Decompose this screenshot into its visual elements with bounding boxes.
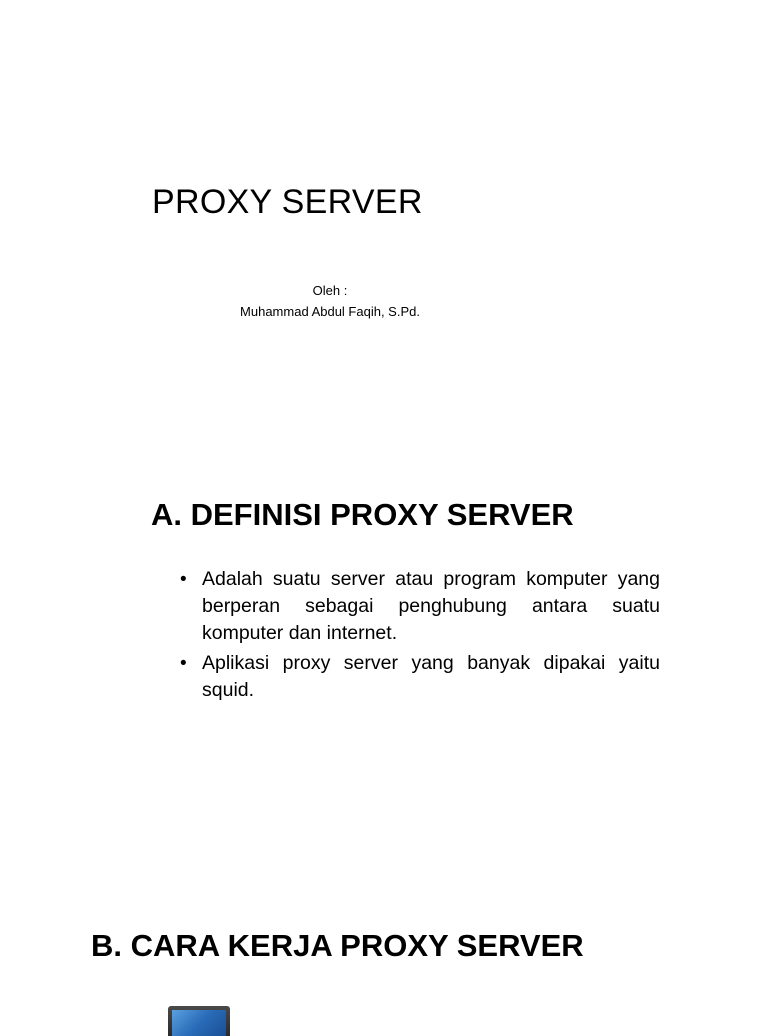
slide-definition <box>0 440 768 880</box>
list-item <box>180 566 660 647</box>
monitor-screen <box>172 1010 226 1036</box>
author-block <box>180 280 480 322</box>
slide-title <box>0 0 768 440</box>
slide-how-it-works <box>0 880 768 1024</box>
section-heading-how-it-works: B. CARA KERJA PROXY SERVER <box>91 928 584 963</box>
by-label: Oleh : <box>312 283 348 298</box>
definition-bullet-list <box>180 566 660 707</box>
list-item <box>180 650 660 704</box>
bullet-icon: • <box>180 569 187 590</box>
bullet-icon: • <box>180 653 187 674</box>
author-name: Muhammad Abdul Faqih, S.Pd. <box>240 304 420 319</box>
computer-monitor-icon <box>168 1006 230 1036</box>
bullet-text: Aplikasi proxy server yang banyak dipakai yaitu squid. <box>202 652 660 701</box>
presentation-title: PROXY SERVER <box>152 183 423 221</box>
section-heading-definition: A. DEFINISI PROXY SERVER <box>151 497 574 532</box>
bullet-text: Adalah suatu server atau program komputer yang berperan sebagai penghubung antara suatu komputer dan internet. <box>202 568 660 644</box>
